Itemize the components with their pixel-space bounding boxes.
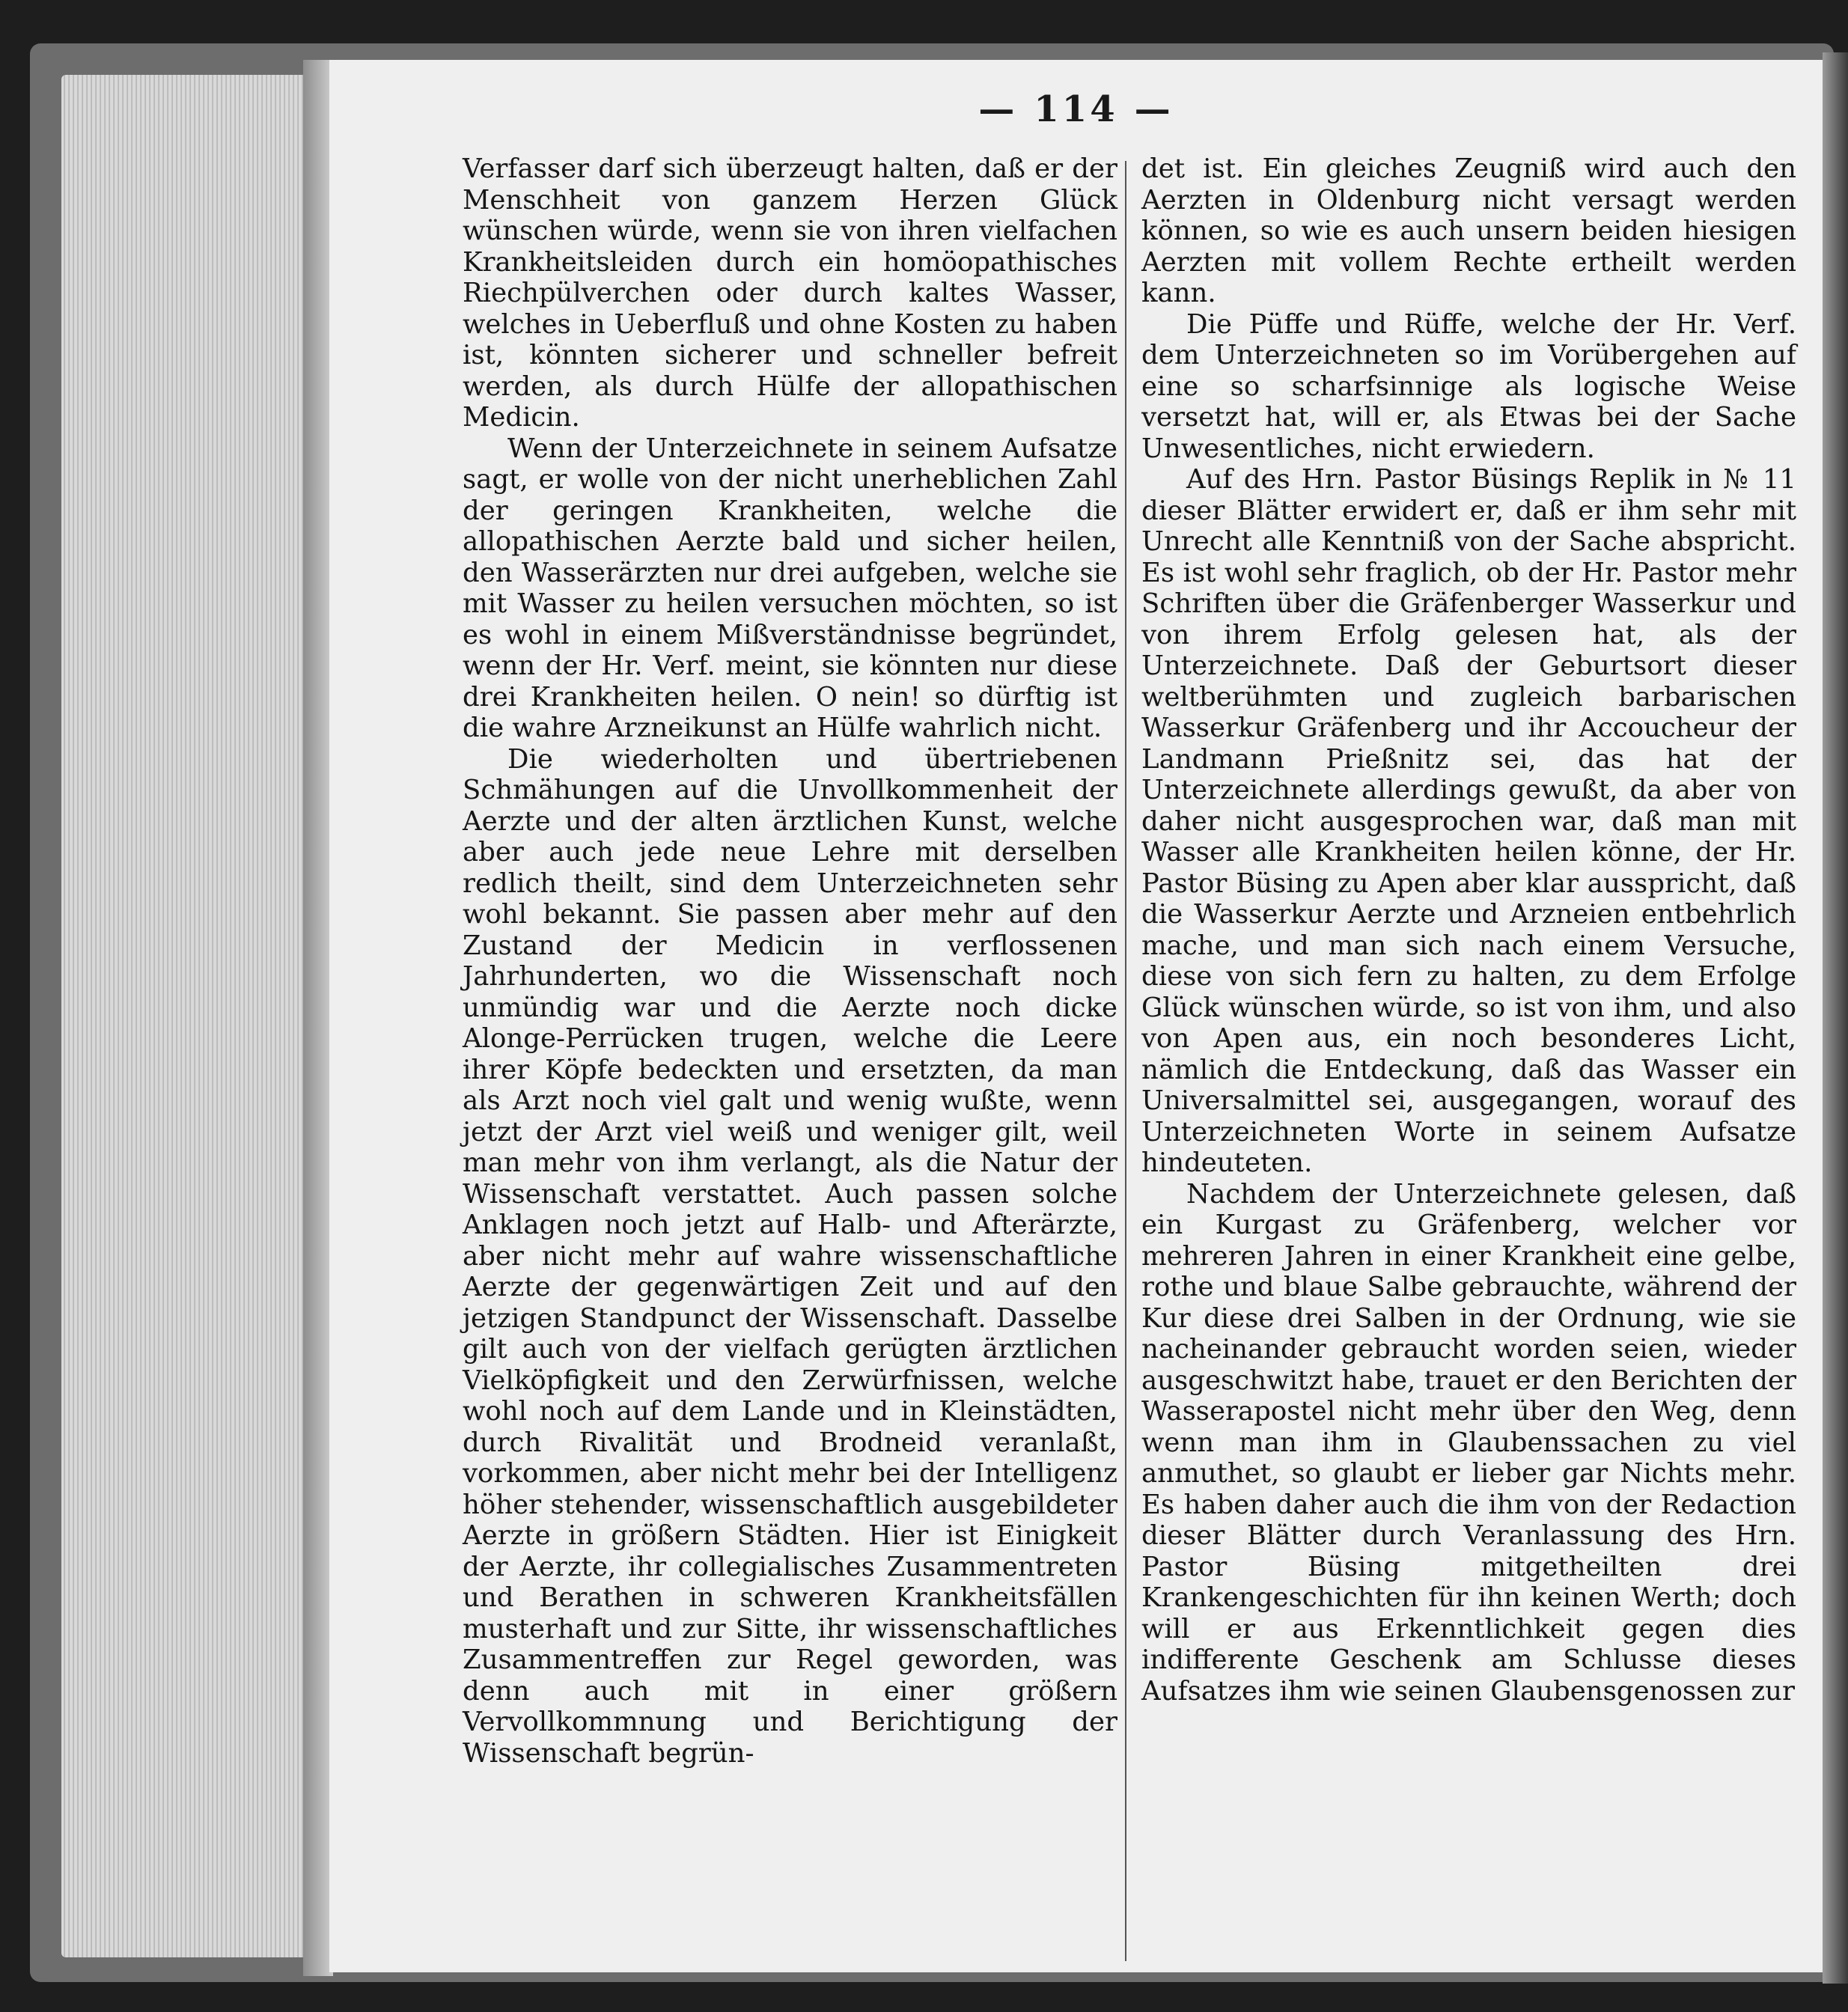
book-gutter [303, 60, 333, 1976]
right-page-edge [1823, 52, 1848, 1984]
left-column [463, 153, 1117, 1769]
page-header [329, 88, 1823, 130]
paragraph: Die wiederholten und übertriebenen Schmähungen auf die Unvollkommenheit der Aerzte und der alten ärztlichen Kunst, welche aber auch jede neue Lehre mit derselben redlich theilt, sind dem Unterzeichneten sehr wohl bekannt. Sie passen aber mehr auf den Zustand der Medicin in verflossenen Jahrhunderten, wo die Wissenschaft noch unmündig war und die Aerzte noch dicke Alonge-Perrücken trugen, welche die Leere ihrer Köpfe bedeckten und ersetzten, da man als Arzt noch viel galt und wenig wußte, wenn jetzt der Arzt viel weiß und weniger gilt, weil man mehr von ihm verlangt, als die Natur der Wissenschaft verstattet. Auch passen solche Anklagen noch jetzt auf Halb- und Afterärzte, aber nicht mehr auf wahre wissenschaftliche Aerzte der gegenwärtigen Zeit und auf den jetzigen Standpunct der Wissenschaft. Dasselbe gilt auch von der vielfach gerügten ärztlichen Vielköpfigkeit und den Zerwürfnissen, welche wohl noch auf dem Lande und in Kleinstädten, durch Rivalität und Brodneid veranlaßt, vorkommen, aber nicht mehr bei der Intelligenz höher stehender, wissenschaftlich ausgebildeter Aerzte in größern Städten. Hier ist Einigkeit der Aerzte, ihr collegialisches Zusammentreten und Berathen in schweren Krankheitsfällen musterhaft und zur Sitte, ihr wissenschaftliches Zusammentreffen zur Regel geworden, was denn auch mit in einer größern Vervollkommnung und Berichtigung der Wissenschaft begrün- [463, 743, 1117, 1769]
page-number: 114 [1034, 88, 1118, 130]
page-edges [61, 75, 320, 1957]
paragraph: Verfasser darf sich überzeugt halten, daß er der Menschheit von ganzem Herzen Glück wünschen würde, wenn sie von ihren vielfachen Krankheitsleiden durch ein homöopathisches Riechpülverchen oder durch kaltes Wasser, welches in Ueberfluß und ohne Kosten zu haben ist, könnten sicherer und schneller befreit werden, als durch Hülfe der allopathischen Medicin. [463, 153, 1117, 433]
paragraph: Auf des Hrn. Pastor Büsings Replik in № 11 dieser Blätter erwidert er, daß er ihm sehr mit Unrecht alle Kenntniß von der Sache abspricht. Es ist wohl sehr fraglich, ob der Hr. Pastor mehr Schriften über die Gräfenberger Wasserkur und von ihrem Erfolg gelesen hat, als der Unterzeichnete. Daß der Geburtsort dieser weltberühmten und zugleich barbarischen Wasserkur Gräfenberg und ihr Accoucheur der Landmann Prießnitz sei, das hat der Unterzeichnete allerdings gewußt, da aber von daher nicht ausgesprochen war, daß man mit Wasser alle Krankheiten heilen könne, der Hr. Pastor Büsing zu Apen aber klar ausspricht, daß die Wasserkur Aerzte und Arzneien entbehrlich mache, und man sich nach einem Versuche, diese von sich fern zu halten, zu dem Erfolge Glück wünschen würde, so ist von ihm, und also von Apen aus, ein noch besonderes Licht, nämlich die Entdeckung, daß das Wasser ein Universalmittel sei, ausgegangen, worauf des Unterzeichneten Worte in seinem Aufsatze hindeuteten. [1141, 464, 1796, 1178]
column-divider [1125, 161, 1126, 1961]
header-dash-right: — [1134, 88, 1174, 130]
header-dash-left: — [978, 88, 1018, 130]
paragraph: Wenn der Unterzeichnete in seinem Aufsatze sagt, er wolle von der nicht unerheblichen Zahl der geringen Krankheiten, welche die allopathischen Aerzte bald und sicher heilen, den Wasserärzten nur drei aufgeben, welche sie mit Wasser zu heilen versuchen möchten, so ist es wohl in einem Mißverständnisse begründet, wenn der Hr. Verf. meint, sie könnten nur diese drei Krankheiten heilen. O nein! so dürftig ist die wahre Arzneikunst an Hülfe wahrlich nicht. [463, 433, 1117, 743]
right-column [1141, 153, 1796, 1707]
paragraph: Die Püffe und Rüffe, welche der Hr. Verf. dem Unterzeichneten so im Vorübergehen auf eine so scharfsinnige als logische Weise versetzt hat, will er, als Etwas bei der Sache Unwesentliches, nicht erwiedern. [1141, 308, 1796, 464]
paragraph: Nachdem der Unterzeichnete gelesen, daß ein Kurgast zu Gräfenberg, welcher vor mehreren Jahren in einer Krankheit eine gelbe, rothe und blaue Salbe gebrauchte, während der Kur diese drei Salben in der Ordnung, wie sie nacheinander gebraucht worden seien, wieder ausgeschwitzt habe, trauet er den Berichten der Wasserapostel nicht mehr über den Weg, denn wenn man ihm in Glaubenssachen zu viel anmuthet, so glaubt er lieber gar Nichts mehr. Es haben daher auch die ihm von der Redaction dieser Blätter durch Veranlassung des Hrn. Pastor Büsing mitgetheilten drei Krankengeschichten für ihn keinen Werth; doch will er aus Erkenntlichkeit gegen dies indifferente Geschenk am Schlusse dieses Aufsatzes ihm wie seinen Glaubensgenossen zur [1141, 1178, 1796, 1707]
paragraph: det ist. Ein gleiches Zeugniß wird auch den Aerzten in Oldenburg nicht versagt werden können, so wie es auch unsern beiden hiesigen Aerzten mit vollem Rechte ertheilt werden kann. [1141, 153, 1796, 308]
